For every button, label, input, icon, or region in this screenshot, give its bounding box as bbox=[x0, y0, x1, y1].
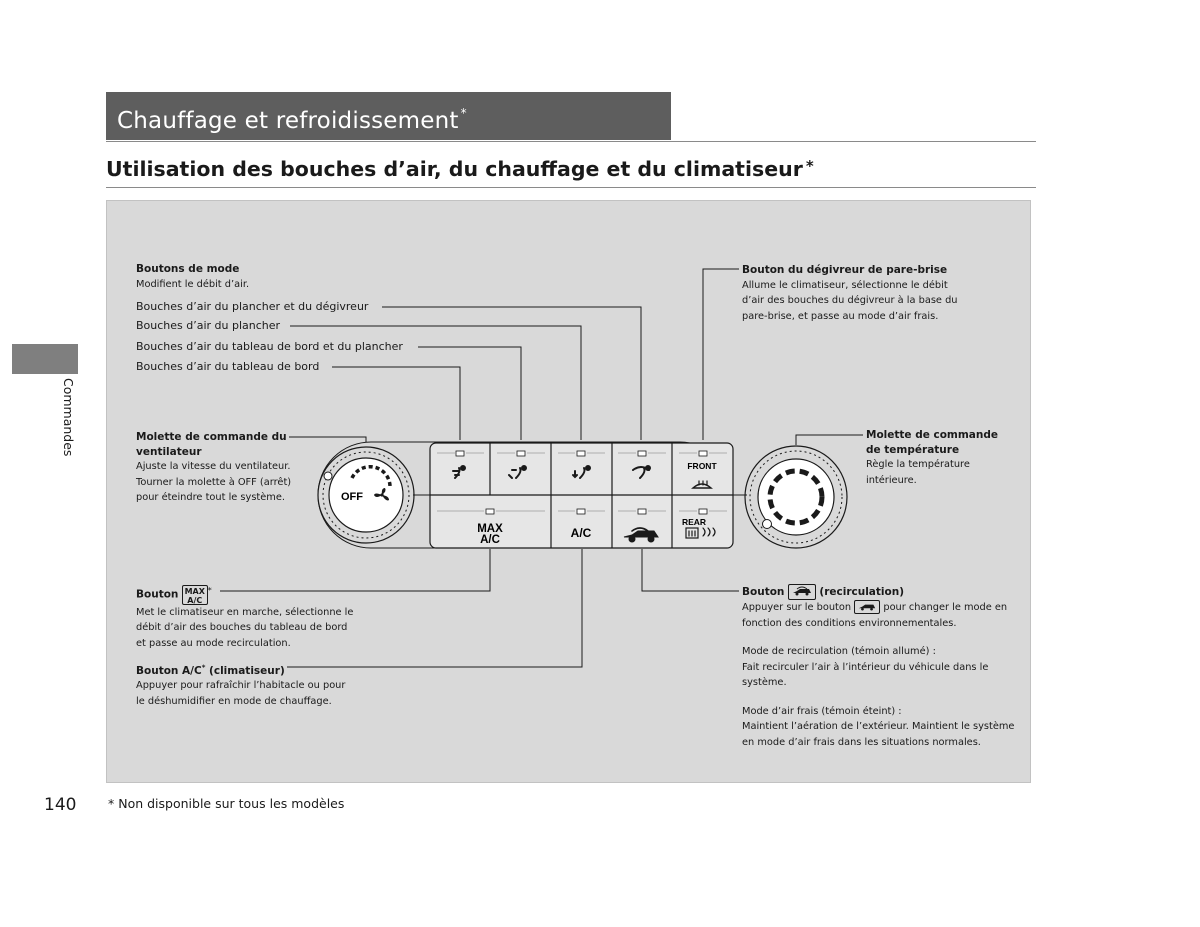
leader-defrost bbox=[703, 269, 739, 440]
leader-temp-dial bbox=[796, 435, 863, 445]
ac-callout: Bouton A/C* (climatiseur) Appuyer pour rafraîchir l’habitacle ou pour le déshumidifier en mode de chauffage. bbox=[136, 663, 346, 707]
leader-floor-defrost bbox=[382, 307, 641, 440]
max-ac-top-label: MAX bbox=[477, 523, 503, 535]
section-subtitle: Utilisation des bouches d’air, du chauffage et du climatiseur * bbox=[106, 157, 814, 181]
mode-buttons-callout: Boutons de mode Modifient le débit d’air. bbox=[136, 263, 250, 290]
ac-label: A/C bbox=[570, 526, 592, 540]
fan-dial-callout: Molette de commande du ventilateur Ajuste la vitesse du ventilateur. Tourner la molette à OFF (arrêt) pour éteindre tout le système. bbox=[136, 431, 292, 503]
rear-label: REAR bbox=[681, 517, 707, 527]
defrost-callout: Bouton du dégivreur de pare-brise Allume le climatiseur, sélectionne le débit d’air des bouches du dégivreur à la base du pare-brise, et passe au mode d’air frais. bbox=[742, 264, 958, 322]
max-ac-bottom-label: A/C bbox=[480, 534, 500, 546]
leader-dash bbox=[332, 367, 460, 440]
recirculation-inline-icon-small bbox=[854, 600, 880, 614]
vent-label-floor: Bouches d’air du plancher bbox=[136, 319, 281, 332]
page-number: 140 bbox=[44, 795, 77, 815]
leader-recirc bbox=[642, 549, 739, 591]
chapter-title: Chauffage et refroidissement * bbox=[117, 106, 467, 134]
recirculation-callout: Bouton (recirculation) Appuyer sur le bouton pour changer le mode en fonction des conditions environnementales. Mode de recirculation (témoin allumé) : Fait recirculer l’air à l’intérieur du véhicule dans le système. Mode d’air frais (témoin éteint) : Maintient l’aération de l’extérieur. Maintient le système en mode d’air frais dans les situations normales. bbox=[742, 586, 1015, 748]
fan-dial bbox=[318, 447, 414, 543]
max-ac-callout: Bouton MAX A/C* Met le climatiseur en marche, sélectionne le débit d’air des bouches du tableau de bord et passe au mode recirculation. bbox=[136, 586, 354, 649]
front-label: FRONT bbox=[687, 461, 717, 471]
vent-label-dash-floor: Bouches d’air du tableau de bord et du plancher bbox=[136, 340, 403, 353]
section-tab-label: Commandes bbox=[61, 378, 76, 457]
vent-label-floor-defrost: Bouches d’air du plancher et du dégivreur bbox=[136, 300, 369, 313]
footnote: * Non disponible sur tous les modèles bbox=[108, 796, 345, 811]
fan-off-label: OFF bbox=[341, 491, 363, 503]
max-ac-inline-icon: MAX A/C bbox=[182, 585, 208, 605]
recirculation-inline-icon bbox=[788, 584, 816, 600]
temperature-dial bbox=[745, 446, 847, 548]
leader-dash-floor bbox=[418, 347, 521, 440]
vent-label-dash: Bouches d’air du tableau de bord bbox=[136, 360, 320, 373]
temperature-dial-callout: Molette de commande de température Règle la température intérieure. bbox=[866, 429, 999, 486]
